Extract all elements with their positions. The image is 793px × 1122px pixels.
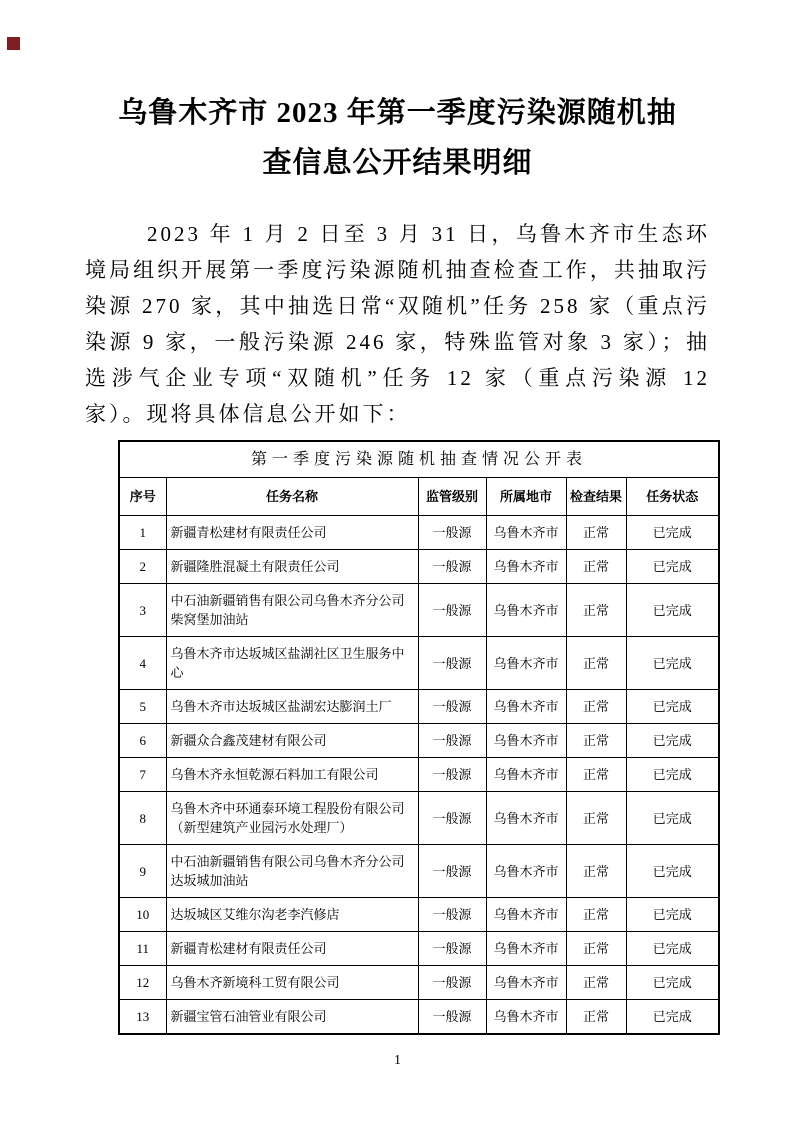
cell-serial-number: 11 — [119, 932, 166, 966]
table-row — [119, 690, 719, 724]
document-title — [85, 88, 710, 188]
cell-city: 乌鲁木齐市 — [486, 966, 566, 1000]
cell-city: 乌鲁木齐市 — [486, 724, 566, 758]
cell-serial-number: 13 — [119, 1000, 166, 1035]
cell-task-name: 中石油新疆销售有限公司乌鲁木齐分公司柴窝堡加油站 — [166, 584, 418, 637]
cell-task-status: 已完成 — [626, 966, 719, 1000]
cell-inspection-result: 正常 — [566, 792, 626, 845]
cell-inspection-result: 正常 — [566, 637, 626, 690]
inspection-table — [118, 440, 720, 1035]
table-row — [119, 550, 719, 584]
column-header-city: 所属地市 — [486, 478, 566, 516]
document-title-line1: 乌鲁木齐市 2023 年第一季度污染源随机抽 — [118, 97, 677, 129]
cell-task-status: 已完成 — [626, 898, 719, 932]
cell-task-status: 已完成 — [626, 724, 719, 758]
cell-city: 乌鲁木齐市 — [486, 792, 566, 845]
cell-task-status: 已完成 — [626, 845, 719, 898]
table-title: 第一季度污染源随机抽查情况公开表 — [119, 441, 719, 478]
cell-task-name: 新疆隆胜混凝土有限责任公司 — [166, 550, 418, 584]
cell-task-name: 乌鲁木齐永恒乾源石料加工有限公司 — [166, 758, 418, 792]
cell-city: 乌鲁木齐市 — [486, 516, 566, 550]
cell-inspection-result: 正常 — [566, 932, 626, 966]
cell-inspection-result: 正常 — [566, 758, 626, 792]
table-row — [119, 1000, 719, 1035]
cell-city: 乌鲁木齐市 — [486, 932, 566, 966]
cell-task-status: 已完成 — [626, 550, 719, 584]
cell-supervision-level: 一般源 — [418, 898, 486, 932]
cell-serial-number: 8 — [119, 792, 166, 845]
table-row — [119, 792, 719, 845]
corner-mark — [7, 37, 20, 50]
cell-task-name: 新疆青松建材有限责任公司 — [166, 932, 418, 966]
cell-city: 乌鲁木齐市 — [486, 758, 566, 792]
cell-task-status: 已完成 — [626, 932, 719, 966]
cell-task-status: 已完成 — [626, 792, 719, 845]
table-row — [119, 932, 719, 966]
cell-task-name: 新疆宝管石油管业有限公司 — [166, 1000, 418, 1035]
cell-serial-number: 7 — [119, 758, 166, 792]
column-header-task-name: 任务名称 — [166, 478, 418, 516]
cell-task-status: 已完成 — [626, 690, 719, 724]
cell-task-name: 新疆青松建材有限责任公司 — [166, 516, 418, 550]
cell-serial-number: 10 — [119, 898, 166, 932]
cell-task-name: 中石油新疆销售有限公司乌鲁木齐分公司达坂城加油站 — [166, 845, 418, 898]
cell-inspection-result: 正常 — [566, 516, 626, 550]
cell-city: 乌鲁木齐市 — [486, 1000, 566, 1035]
cell-city: 乌鲁木齐市 — [486, 637, 566, 690]
cell-serial-number: 3 — [119, 584, 166, 637]
column-header-inspection-result: 检查结果 — [566, 478, 626, 516]
cell-task-name: 乌鲁木齐市达坂城区盐湖宏达膨润土厂 — [166, 690, 418, 724]
cell-inspection-result: 正常 — [566, 550, 626, 584]
cell-serial-number: 6 — [119, 724, 166, 758]
column-header-task-status: 任务状态 — [626, 478, 719, 516]
cell-supervision-level: 一般源 — [418, 584, 486, 637]
cell-supervision-level: 一般源 — [418, 966, 486, 1000]
cell-serial-number: 9 — [119, 845, 166, 898]
cell-supervision-level: 一般源 — [418, 690, 486, 724]
cell-task-name: 达坂城区艾维尔沟老李汽修店 — [166, 898, 418, 932]
cell-serial-number: 5 — [119, 690, 166, 724]
cell-inspection-result: 正常 — [566, 724, 626, 758]
table-header-row — [119, 478, 719, 516]
cell-supervision-level: 一般源 — [418, 637, 486, 690]
cell-supervision-level: 一般源 — [418, 516, 486, 550]
document-content — [0, 88, 793, 1069]
table-row — [119, 898, 719, 932]
cell-supervision-level: 一般源 — [418, 550, 486, 584]
column-header-serial: 序号 — [119, 478, 166, 516]
cell-task-name: 乌鲁木齐市达坂城区盐湖社区卫生服务中心 — [166, 637, 418, 690]
cell-city: 乌鲁木齐市 — [486, 690, 566, 724]
cell-task-name: 乌鲁木齐中环通泰环境工程股份有限公司（新型建筑产业园污水处理厂） — [166, 792, 418, 845]
cell-inspection-result: 正常 — [566, 966, 626, 1000]
cell-serial-number: 2 — [119, 550, 166, 584]
cell-city: 乌鲁木齐市 — [486, 898, 566, 932]
table-row — [119, 845, 719, 898]
table-row — [119, 516, 719, 550]
cell-inspection-result: 正常 — [566, 845, 626, 898]
table-title-row — [119, 441, 719, 478]
cell-supervision-level: 一般源 — [418, 845, 486, 898]
cell-task-status: 已完成 — [626, 758, 719, 792]
cell-task-status: 已完成 — [626, 1000, 719, 1035]
intro-paragraph: 2023 年 1 月 2 日至 3 月 31 日，乌鲁木齐市生态环境局组织开展第一季度污染源随机抽查检查工作，共抽取污染源 270 家，其中抽选日常“双随机”任务 258 家（重点污染源 9 家，一般污染源 246 家，特殊监管对象 3 家）；抽选涉气企业专项“双随机”任务 12 家（重点污染源 12 家）。现将具体信息公开如下： — [85, 222, 710, 426]
cell-inspection-result: 正常 — [566, 1000, 626, 1035]
table-row — [119, 724, 719, 758]
cell-inspection-result: 正常 — [566, 690, 626, 724]
cell-serial-number: 12 — [119, 966, 166, 1000]
page-number: 1 — [394, 1053, 401, 1068]
cell-supervision-level: 一般源 — [418, 932, 486, 966]
cell-city: 乌鲁木齐市 — [486, 845, 566, 898]
cell-serial-number: 1 — [119, 516, 166, 550]
table-row — [119, 584, 719, 637]
cell-task-status: 已完成 — [626, 516, 719, 550]
cell-task-name: 新疆众合鑫茂建材有限公司 — [166, 724, 418, 758]
cell-task-status: 已完成 — [626, 584, 719, 637]
cell-supervision-level: 一般源 — [418, 758, 486, 792]
cell-serial-number: 4 — [119, 637, 166, 690]
cell-city: 乌鲁木齐市 — [486, 550, 566, 584]
cell-supervision-level: 一般源 — [418, 792, 486, 845]
cell-supervision-level: 一般源 — [418, 1000, 486, 1035]
table-row — [119, 758, 719, 792]
table-row — [119, 637, 719, 690]
table-row — [119, 966, 719, 1000]
cell-city: 乌鲁木齐市 — [486, 584, 566, 637]
cell-inspection-result: 正常 — [566, 898, 626, 932]
column-header-supervision-level: 监管级别 — [418, 478, 486, 516]
cell-supervision-level: 一般源 — [418, 724, 486, 758]
cell-task-name: 乌鲁木齐新境科工贸有限公司 — [166, 966, 418, 1000]
document-title-line2: 查信息公开结果明细 — [262, 147, 533, 179]
cell-inspection-result: 正常 — [566, 584, 626, 637]
inspection-table-body — [119, 516, 719, 1035]
cell-task-status: 已完成 — [626, 637, 719, 690]
